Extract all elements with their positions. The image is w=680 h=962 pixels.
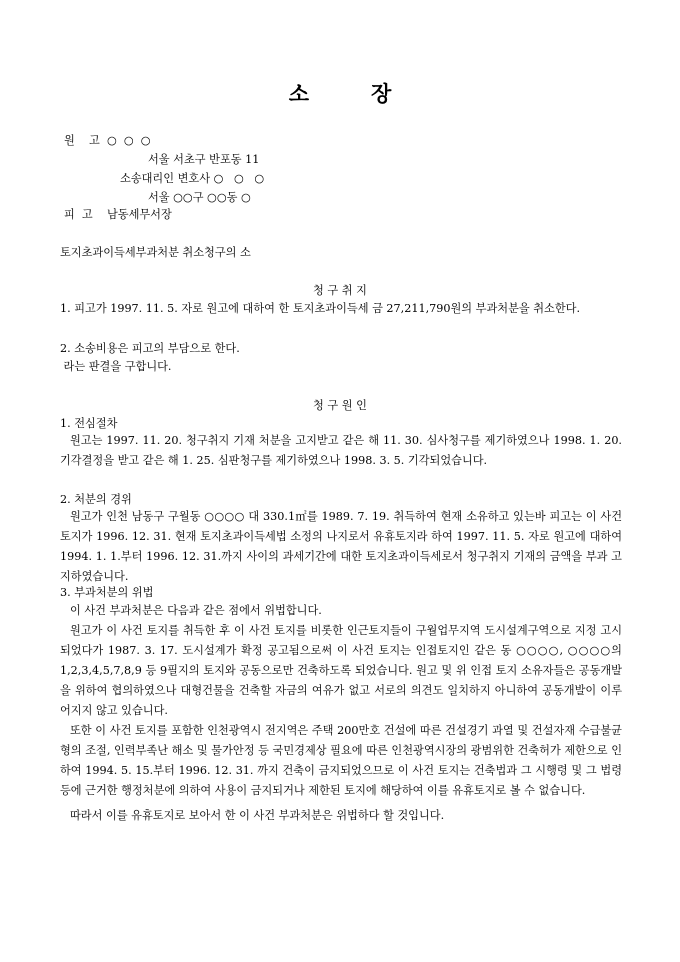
section-1-body: 원고는 1997. 11. 20. 청구취지 기재 처분을 고지받고 같은 해 11. 30. 심사청구를 제기하였으나 1998. 1. 20. 기각결정을 받고 같은 해 1. 25. 심판청구를 제기하였으나 1998. 3. 5. 기각되었습니다. [60,434,622,467]
document-title [0,78,680,108]
section-1-heading: 1. 전심절차 [60,417,118,430]
claim-purpose-heading: 청 구 취 지 [313,284,367,297]
claim-purpose-item-1: 1. 피고가 1997. 11. 5. 자로 원고에 대하여 한 토지초과이득세 금 27,211,790원의 부과처분을 취소한다. [60,302,581,315]
section-2-heading: 2. 처분의 경위 [60,493,132,506]
title-char-2: 장 [371,81,392,106]
attorney-line: 소송대리인 변호사 ○ ○ ○ [120,172,265,185]
section-3-paragraph-1: 이 사건 부과처분은 다음과 같은 점에서 위법합니다. [70,604,322,617]
plaintiff-line: 원 고 ○ ○ ○ [64,134,151,147]
plaintiff-address: 서울 서초구 반포동 11 [148,153,260,166]
case-name: 토지초과이득세부과처분 취소청구의 소 [60,246,251,259]
section-2-body: 원고가 인천 남동구 구월동 ○○○○ 대 330.1㎡를 1989. 7. 19. 취득하여 현재 소유하고 있는바 피고는 이 사건 토지가 1996. 12. 31. 현재 토지초과이득세법 소정의 나지로서 유휴토지라 하여 1997. 11. 5. 자로 원고에 대하여 1994. 1. 1.부터 1996. 12. 31.까지 사이의 과세기간에 대한 토지초과이득세로서 청구취지 기재의 금액을 부과 고지하였습니다. [60,510,622,583]
claim-cause-heading: 청 구 원 인 [313,399,367,412]
claim-purpose-closing: 라는 판결을 구합니다. [60,360,172,373]
defendant-line: 피 고 남동세무서장 [64,208,172,221]
title-char-1: 소 [288,81,309,106]
attorney-address: 서울 ○○구 ○○동 ○ [148,191,251,204]
section-3-paragraph-3: 또한 이 사건 토지를 포함한 인천광역시 전지역은 주택 200만호 건설에 따른 건설경기 과열 및 건설자재 수급불균형의 조절, 인력부족난 해소 및 물가안정 등 국민경제상 필요에 따른 인천광역시장의 광범위한 건축허가 제한으로 인하여 1994. 5. 15.부터 1996. 12. 31. 까지 건축이 금지되었으므로 이 사건 토지는 건축법과 그 시행령 및 그 법령 등에 근거한 행정처분에 의하여 사용이 금지되거나 제한된 토지에 해당하여 이를 유휴토지로 볼 수 없습니다. [60,724,622,797]
section-3-paragraph-2: 원고가 이 사건 토지를 취득한 후 이 사건 토지를 비롯한 인근토지들이 구월업무지역 도시설계구역으로 지정 고시되었다가 1987. 3. 17. 도시설계가 확정 공고됨으로써 이 사건 토지는 인접토지인 같은 동 ○○○○, ○○○○의 1,2,3,4,5,7,8,9 등 9필지의 토지와 공동으로만 건축하도록 되었습니다. 원고 및 위 인접 토지 소유자들은 공동개발을 위하여 협의하였으나 대형건물을 건축할 자금의 여유가 없고 서로의 의견도 일치하지 아니하여 공동개발이 이루어지지 않고 있습니다. [60,624,622,717]
section-3-heading: 3. 부과처분의 위법 [60,586,154,599]
section-3-paragraph-4: 따라서 이를 유휴토지로 보아서 한 이 사건 부과처분은 위법하다 할 것입니다. [70,809,445,822]
claim-purpose-item-2: 2. 소송비용은 피고의 부담으로 한다. [60,342,240,355]
